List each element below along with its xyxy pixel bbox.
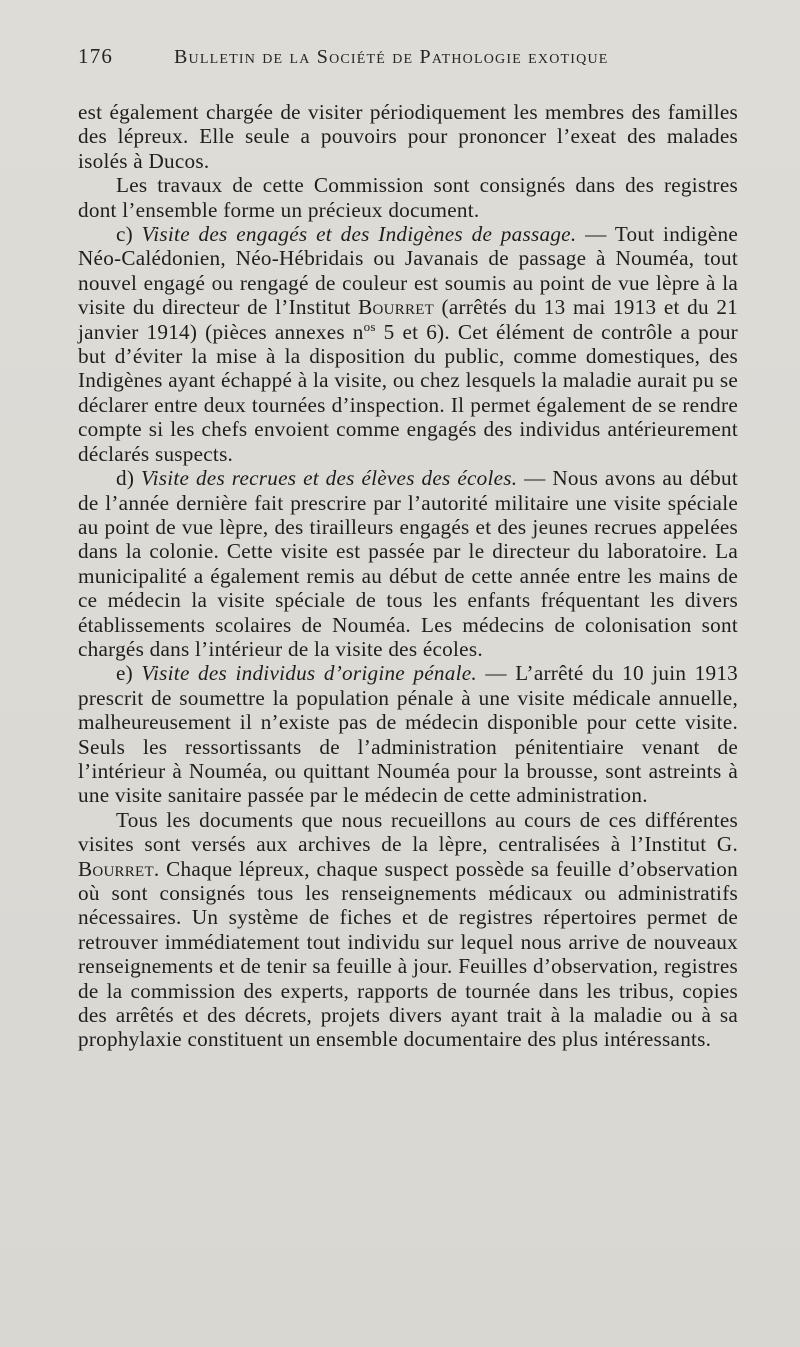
body-text (78, 100, 738, 1052)
section-heading: Visite des engagés et des Indigènes de passage. (141, 222, 577, 247)
paragraph-commission-registers (78, 173, 738, 222)
section-label: c) (116, 222, 133, 247)
running-head (78, 44, 760, 84)
section-heading: Visite des individus d’origine pénale. (141, 661, 477, 686)
paragraph-text: Les travaux de cette Commission sont consignés dans des registres dont l’ensemble forme un précieux document. (78, 173, 738, 222)
paragraph-text: est également chargée de visiter périodiquement les membres des familles des lépreux. Elle seule a pouvoirs pour prononcer l’exeat des malades isolés à Ducos. (78, 100, 738, 173)
paragraph-text: — Nous avons au début de l’année dernière fait prescrire par l’autorité militaire une visite spéciale au point de vue lèpre, des tirailleurs engagés et des jeunes recrues appelées dans la colonie. Cette visite est passée par le directeur du laboratoire. La municipalité a également remis au début de cette année entre les mains de ce médecin la visite spéciale de tous les enfants fréquentant les divers établissements scolaires de Nouméa. Les médecins de colonisation sont chargés dans l’intérieur de la visite des écoles. (78, 466, 739, 661)
paragraph-documents (78, 808, 738, 1052)
paragraph-text: — Tout indigène Néo-Calédonien, Néo-Hébridais ou Javanais de passage à Nouméa, tout nouvel engagé ou rengagé de couleur est soumis au point de vue lèpre à la visite du directeur de l’Institut (78, 222, 739, 320)
paragraph-section-d (78, 466, 738, 661)
section-label: d) (116, 466, 135, 491)
journal-title: Bulletin de la Société de Pathologie exotique (174, 46, 609, 68)
paragraph-section-c (78, 222, 738, 466)
superscript: os (363, 318, 376, 334)
paragraph-text: (arrêtés du 13 mai 1913 et du 21 janvier 1914) (pièces annexes n (78, 295, 739, 344)
author-name: Bourret (358, 295, 435, 320)
page-number: 176 (78, 44, 114, 68)
author-name: Bourret (78, 856, 154, 881)
paragraph-section-e (78, 661, 738, 807)
paragraph-commission-duties (78, 100, 738, 173)
paragraph-text: Tous les documents que nous recueillons au cours de ces différentes visites sont versés aux archives de la lèpre, centralisées à l’Institut G. (78, 807, 738, 857)
section-heading: Visite des recrues et des élèves des écoles. (140, 466, 518, 491)
paragraph-text: 5 et 6). Cet élément de contrôle a pour but d’éviter la mise à la disposition du public, comme domestiques, des Indigènes ayant échappé à la visite, ou chez lesquels la maladie aurait pu se déclarer entre deux tournées d’inspection. Il permet également de se rendre compte si les chefs envoient comme engagés des individus antérieurement déclarés suspects. (78, 319, 738, 466)
section-label: e) (116, 661, 133, 686)
paragraph-text: — L’arrêté du 10 juin 1913 prescrit de soumettre la population pénale à une visite médicale annuelle, malheureusement il n’existe pas de médecin disponible pour cette visite. Seuls les ressortissants de l’administration pénitentiaire venant de l’intérieur à Nouméa, ou quittant Nouméa pour la brousse, sont astreints à une visite sanitaire passée par le médecin de cette administration. (78, 661, 739, 808)
paragraph-text: . Chaque lépreux, chaque suspect possède sa feuille d’observation où sont consignés tous les renseignements médicaux ou administratifs nécessaires. Un système de fiches et de registres répertoires permet de retrouver immédiatement tout individu sur lequel nous arrive de nouveaux renseignements et de tenir sa feuille à jour. Feuilles d’observation, registres de la commission des experts, rapports de tournée dans les tribus, copies des arrêtés et des décrets, projets divers ayant trait à la maladie ou à sa prophylaxie constituent un ensemble documentaire des plus intéressants. (78, 856, 738, 1052)
